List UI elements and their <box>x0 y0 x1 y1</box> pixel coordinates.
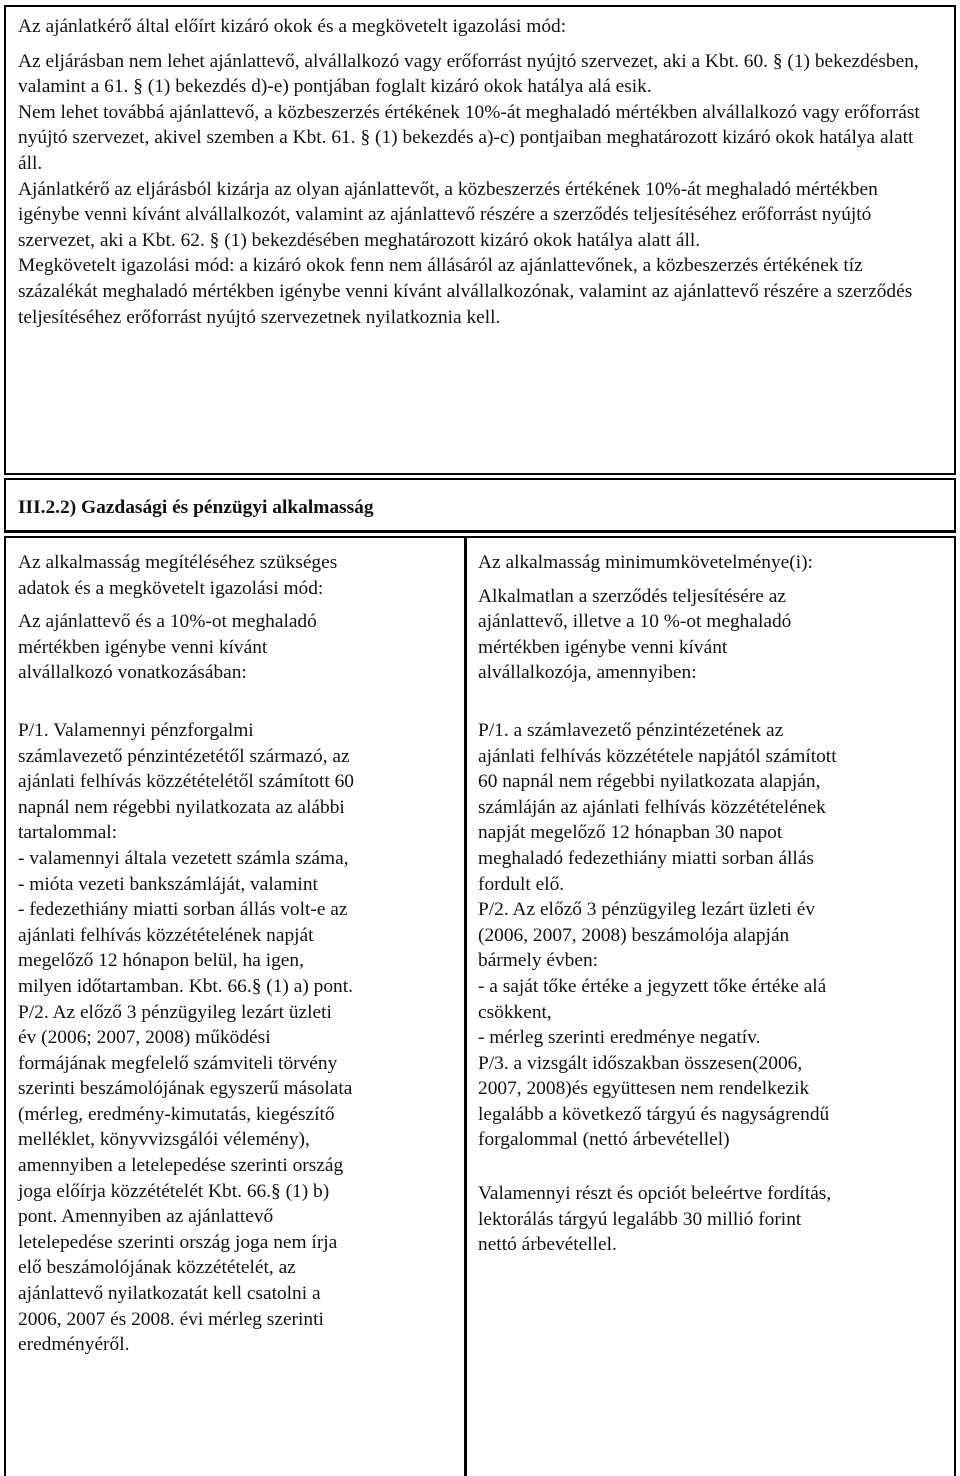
exclusion-heading: Az ajánlatkérő által előírt kizáró okok és a megkövetelt igazolási mód: <box>18 16 567 37</box>
exclusion-paragraph-1: Az eljárásban nem lehet ajánlattevő, alvállalkozó vagy erőforrást nyújtó szervezet, aki a Kbt. 60. § (1) bekezdésben, valamint a 61. § (1) bekezdés d)-e) pontjában foglalt kizáró okok hatálya alá esik. <box>18 50 919 98</box>
exclusion-criteria-section <box>18 14 942 330</box>
left-body: P/1. Valamennyi pénzforgalmi számlavezető pénzintézetétől származó, az ajánlati felhívás közzétételétől számított 60 napnál nem régebbi nyilatkozata az alábbi tartalommal: - valamennyi általa vezetett számla száma, - mióta vezeti bankszámláját, valamint - fedezethiány miatti sorban állás volt-e az ajánlati felhívás közzétételének napját megelőző 12 hónapon belül, ha igen, milyen időtartamban. Kbt. 66.§ (1) a) pont. P/2. Az előző 3 pénzügyileg lezárt üzleti év (2006; 2007, 2008) működési formájának megfelelő számviteli törvény szerinti beszámolójának egyszerű másolata (mérleg, eredmény-kimutatás, kiegészítő melléklet, könyvvizsgálói vélemény), amennyiben a letelepedése szerinti ország joga előírja közzétételét Kbt. 66.§ (1) b) pont. Amennyiben az ajánlattevő letelepedése szerinti ország joga nem írja elő beszámolójának közzétételét, az ajánlattevő nyilatkozatát kell csatolni a 2006, 2007 és 2008. évi mérleg szerinti eredményéről. <box>18 719 354 1356</box>
column-divider <box>464 536 467 1476</box>
right-body: P/1. a számlavezető pénzintézetének az ajánlati felhívás közzététele napjától számított 60 napnál nem régebbi nyilatkozata alapján, számláján az ajánlati felhívás közzétételének napját megelőző 12 hónapban 30 napot meghaladó fedezethiány miatti sorban állás fordult elő. P/2. Az előző 3 pénzügyileg lezárt üzleti év (2006, 2007, 2008) beszámolója alapján bármely évben: - a saját tőke értéke a jegyzett tőke értéke alá csökkent, - mérleg szerinti eredménye negatív. P/3. a vizsgált időszakban összesen(2006, 2007, 2008)és együttesen nem rendelkezik legalább a következő tárgyú és nagyságrendű forgalommal (nettó árbevétellel) <box>478 719 837 1151</box>
left-subheading: Az ajánlattevő és a 10%-ot meghaladó mértékben igénybe venni kívánt alvállalkozó vonatkozásában: <box>18 611 317 684</box>
right-subheading: Alkalmatlan a szerződés teljesítésére az ajánlattevő, illetve a 10 %-ot meghaladó mértékben igénybe venni kívánt alvállalkozója, amennyiben: <box>478 585 792 684</box>
exclusion-paragraph-2: Nem lehet továbbá ajánlattevő, a közbeszerzés értékének 10%-át meghaladó mértékben alvállalkozó vagy erőforrást nyújtó szervezet, akivel szemben a Kbt. 61. § (1) bekezdés a)-c) pontjaiban meghatározott kizáró okok hatálya alatt áll. <box>18 101 920 174</box>
right-footer: Valamennyi részt és opciót beleértve fordítás, lektorálás tárgyú legalább 30 millió forint nettó árbevétellel. <box>478 1183 832 1256</box>
left-column <box>18 550 458 1358</box>
section-title: III.2.2) Gazdasági és pénzügyi alkalmasság <box>18 497 374 518</box>
left-heading: Az alkalmasság megítéléséhez szükséges adatok és a megkövetelt igazolási mód: <box>18 552 338 599</box>
exclusion-paragraph-3: Ajánlatkérő az eljárásból kizárja az olyan ajánlattevőt, a közbeszerzés értékének 10%-át meghaladó mértékben igénybe venni kívánt alvállalkozót, valamint az ajánlattevő részére a szerződés teljesítéséhez erőforrást nyújtó szervezet, aki a Kbt. 62. § (1) bekezdésében meghatározott kizáró okok hatálya alatt áll. <box>18 178 878 251</box>
right-column <box>478 550 948 1258</box>
right-heading: Az alkalmasság minimumkövetelménye(i): <box>478 552 813 573</box>
verification-method-paragraph: Megkövetelt igazolási mód: a kizáró okok fenn nem állásáról az ajánlattevőnek, a közbeszerzés értékének tíz százalékát meghaladó mértékben igénybe venni kívánt alvállalkozónak, valamint az ajánlattevő részére a szerződés teljesítéséhez erőforrást nyújtó szervezetnek nyilatkoznia kell. <box>18 255 913 328</box>
